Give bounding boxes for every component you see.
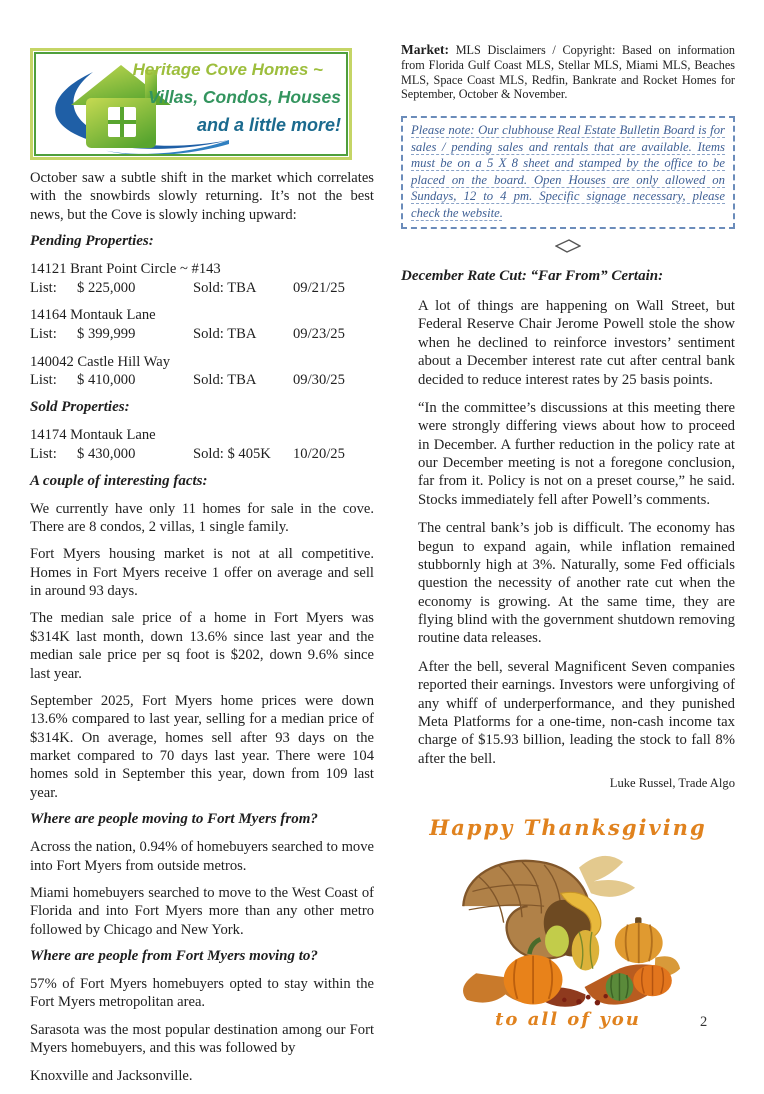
- logo-subtitle: Villas, Condos, Houses: [148, 87, 341, 107]
- moving-from-paragraph: Sarasota was the most popular destination among our Fort Myers homebuyers, and this was followed by: [30, 1021, 374, 1057]
- intro-paragraph: October saw a subtle shift in the market which correlates with the snowbirds slowly returning. It’s not the best news, but the Cove is slowly inching upward:: [30, 170, 374, 223]
- heritage-cove-logo: [30, 48, 352, 160]
- listing-address: 140042 Castle Hill Way: [30, 353, 171, 370]
- sold-status: Sold: TBA: [193, 326, 257, 343]
- pending-listing-3: [30, 353, 374, 390]
- market-label: Market:: [401, 42, 449, 57]
- facts-heading: A couple of interesting facts:: [30, 472, 208, 489]
- sold-listing-1: [30, 426, 374, 463]
- please-note-box: Please note: Our clubhouse Real Estate Bulletin Board is for sales / pending sales and rentals that are available. Items must be on a 5 X 8 sheet and stamped by the office to be placed on the board. Open Houses are only allowed on Sundays, 12 to 4 pm. Specific signage necessary, please check the website.: [401, 116, 735, 229]
- section-divider: [401, 239, 735, 258]
- moving-from-paragraph: 57% of Fort Myers homebuyers opted to stay within the Fort Myers metropolitan area.: [30, 976, 374, 1011]
- diamond-divider-icon: [555, 239, 581, 253]
- article-paragraph: A lot of things are happening on Wall Street, but Federal Reserve Chair Jerome Powell stole the show when he declined to reinforce investors’ sentiment about a December interest rate cut after central bank decided to reduce interest rates by 25 basis points.: [418, 298, 735, 388]
- list-label: List:: [30, 279, 57, 296]
- pending-properties-heading: Pending Properties:: [30, 233, 154, 250]
- fact-paragraph: Fort Myers housing market is not at all competitive. Homes in Fort Myers receive 1 offer on average and sell in around 93 days.: [30, 546, 374, 599]
- thanksgiving-bottom-text: to all of you: [495, 1009, 641, 1031]
- moving-from-heading: Where are people from Fort Myers moving to?: [30, 948, 318, 964]
- sold-properties-heading: Sold Properties:: [30, 399, 130, 416]
- listing-detail-row: [30, 445, 374, 464]
- listing-address: 14164 Montauk Lane: [30, 307, 156, 324]
- list-label: List:: [30, 445, 57, 462]
- article-paragraph: After the bell, several Magnificent Seven companies reported their earnings. Investors were unforgiving of any whiff of underperformance, and they punished Meta Platforms for a one-time, non-cash income tax charge of $15.93 billion, leading the stock to fall 8% after the bell.: [418, 658, 735, 767]
- cornucopia-icon: [443, 840, 693, 1010]
- fact-paragraph: We currently have only 11 homes for sale in the cove. There are 8 condos, 2 villas, 1 single family.: [30, 500, 374, 535]
- listing-date: 09/30/25: [293, 372, 345, 389]
- sold-status: Sold: $ 405K: [193, 445, 271, 462]
- moving-to-paragraph: Across the nation, 0.94% of homebuyers searched to move into Fort Myers from outside metros.: [30, 839, 374, 874]
- listing-detail-row: [30, 325, 374, 344]
- listing-date: 09/21/25: [293, 279, 345, 296]
- page-number: 2: [700, 1014, 708, 1030]
- list-price: $ 410,000: [77, 372, 136, 389]
- sold-status: Sold: TBA: [193, 279, 257, 296]
- logo-tagline: and a little more!: [196, 115, 341, 135]
- listing-date: 09/23/25: [293, 326, 345, 343]
- pending-listing-1: [30, 260, 374, 297]
- list-label: List:: [30, 326, 57, 343]
- list-price: $ 399,999: [77, 326, 136, 343]
- moving-to-paragraph: Miami homebuyers searched to move to the West Coast of Florida and into Fort Myers more than any other metro followed by Chicago and New York.: [30, 884, 374, 938]
- fact-paragraph: The median sale price of a home in Fort Myers was $314K last month, down 13.6% since last year and the median sale price per sq foot is $202, down 9.6% since last year.: [30, 610, 374, 682]
- logo-title: Heritage Cove Homes ~: [132, 60, 323, 79]
- list-price: $ 225,000: [77, 279, 136, 296]
- moving-to-heading: Where are people moving to Fort Myers from?: [30, 811, 318, 828]
- thanksgiving-graphic: [401, 815, 735, 1030]
- article-paragraph: “In the committee’s discussions at this meeting there were strongly differing views about how to proceed in December. A further reduction in the policy rate at our December meeting is not a foregone conclusion, far from it. Policy is not on a preset course,” he said. Stocks immediately fell after Powell’s comments.: [418, 399, 735, 508]
- right-column: [401, 42, 735, 1030]
- market-text: MLS Disclaimers / Copyright: Based on information from Florida Gulf Coast MLS, Stellar MLS, Miami MLS, Beaches MLS, Space Coast MLS, Redfin, Bankrate and Rocket Homes for September, October & November.: [401, 43, 735, 102]
- article-heading: December Rate Cut: “Far From” Certain:: [401, 268, 664, 285]
- listing-date: 10/20/25: [293, 445, 345, 462]
- sold-status: Sold: TBA: [193, 372, 257, 389]
- article-attribution: Luke Russel, Trade Algo: [609, 776, 735, 791]
- moving-from-lastline: Knoxville and Jacksonville.: [30, 1067, 193, 1084]
- fact-paragraph: September 2025, Fort Myers home prices were down 13.6% compared to last year, selling for a median price of $314K. On average, homes sell after 93 days on the market compared to 70 days last year. There were 104 homes sold in September this year, down from 109 last year.: [30, 692, 374, 801]
- list-price: $ 430,000: [77, 445, 136, 462]
- listing-address: 14174 Montauk Lane: [30, 427, 156, 444]
- listing-address: 14121 Brant Point Circle ~ #143: [30, 261, 221, 278]
- market-disclaimer: [401, 42, 735, 102]
- listing-detail-row: [30, 279, 374, 298]
- article-paragraph: The central bank’s job is difficult. The economy has begun to expand again, while inflation remained stubbornly high at 3%. Naturally, some Fed officials question the necessity of another rate cut when the economy is growing. At the same time, they are flying blind with the government shutdown removing routine data releases.: [418, 520, 735, 647]
- listing-detail-row: [30, 371, 374, 390]
- left-column: [30, 48, 374, 1094]
- thanksgiving-top-text: Happy Thanksgiving: [429, 815, 707, 841]
- list-label: List:: [30, 372, 57, 389]
- pending-listing-2: [30, 306, 374, 343]
